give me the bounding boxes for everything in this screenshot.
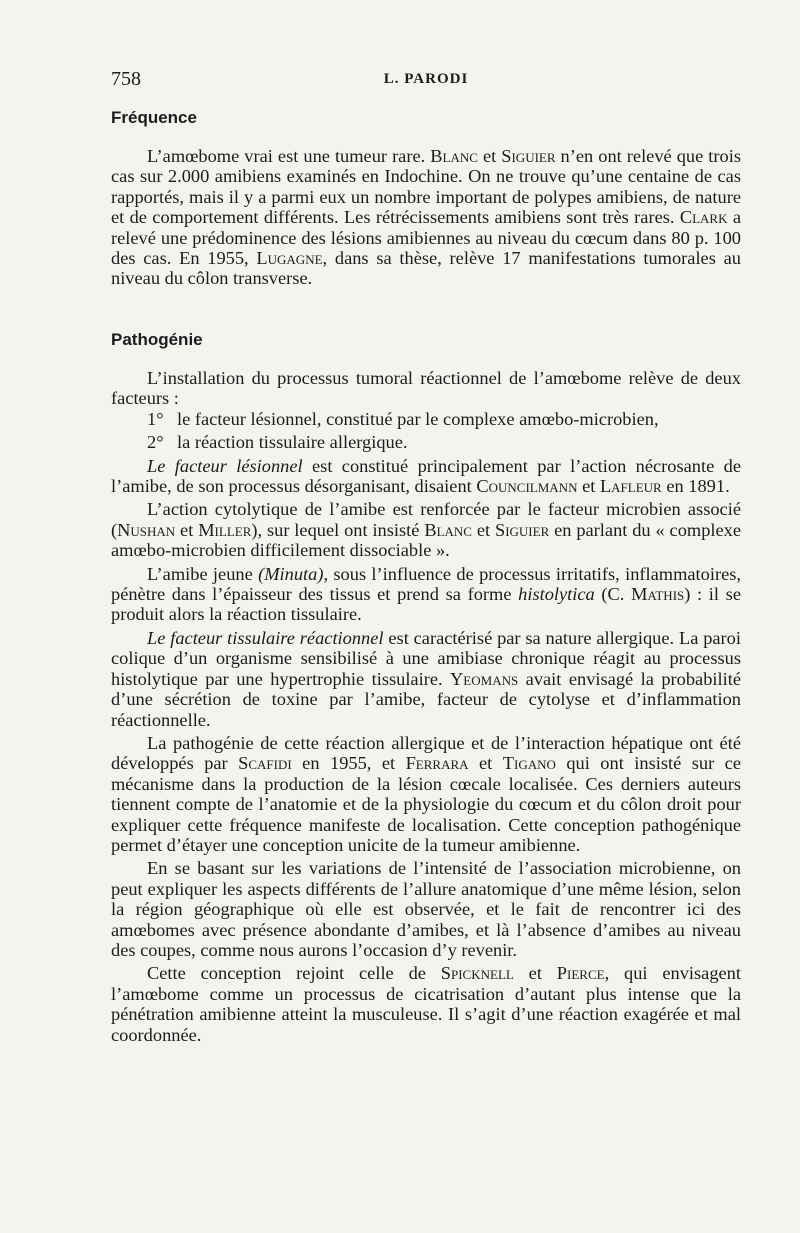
author-name: Siguier xyxy=(494,519,550,540)
paragraph: Le facteur tissulaire réactionnel est caractérisé par sa nature allergique. La paroi colique d’un organisme sensibilisé à une amibiase chronique réagit au processus histolytique par une hypertrophie tissulaire. Yeomans avait envisagé la probabilité d’une sécrétion de toxine par l’amibe, facteur de cytolyse et d’inflammation réactionnelle. xyxy=(111,627,741,730)
paragraph: Le facteur lésionnel est constitué principalement par l’action nécrosante de l’amibe, de son processus désorganisant, disaient Councilmann et Lafleur en 1891. xyxy=(111,455,741,497)
author-name: Blanc xyxy=(430,146,478,166)
author-name: Tigano xyxy=(502,753,556,774)
list-item xyxy=(111,432,741,452)
running-head: L. PARODI xyxy=(383,71,469,87)
list-text: la réaction tissulaire allergique. xyxy=(177,432,408,453)
page-number: 758 xyxy=(111,68,141,90)
list-number: 2° xyxy=(147,432,164,453)
author-name: Scafidi xyxy=(238,753,292,774)
author-name: Spicknell xyxy=(440,963,514,984)
author-name: Clark xyxy=(679,207,728,228)
emphasis: Le facteur lésionnel xyxy=(147,455,303,476)
list-number: 1° xyxy=(147,408,164,429)
author-name: Blanc xyxy=(424,519,472,540)
emphasis: Le facteur tissulaire réactionnel xyxy=(147,627,384,648)
paragraph: Cette conception rejoint celle de Spicknell et Pierce, qui envisagent l’amœbome comme un processus de cicatrisation d’autant plus intense que la pénétration amibienne atteint la musculeuse. Il s’agit d’une réaction exagérée et mal coordonnée. xyxy=(111,963,741,1045)
paragraph: En se basant sur les variations de l’intensité de l’association microbienne, on peut expliquer les aspects différents de l’allure anatomique d’une même lésion, selon la région géographique où elle est observée, et le fait de rencontrer ici des amœbomes avec présence abondante d’amibes, et là l’absence d’amibes au niveau des coupes, comme nous aurons l’occasion d’y revenir. xyxy=(111,858,741,960)
author-name: Nushan xyxy=(117,519,176,540)
author-name: Lugagne xyxy=(256,248,323,269)
section-frequence-body xyxy=(111,146,741,292)
emphasis: histolytica xyxy=(518,584,595,605)
page-header xyxy=(111,68,741,92)
author-name: Councilmann xyxy=(476,476,578,497)
author-name: Pierce xyxy=(556,963,605,984)
paragraph: L’action cytolytique de l’amibe est renforcée par le facteur microbien associé (Nushan et Miller), sur lequel ont insisté Blanc et Siguier en parlant du « complexe amœbo-microbien difficilement dissociable ». xyxy=(111,499,742,561)
author-name: Siguier xyxy=(501,146,556,166)
paragraph: La pathogénie de cette réaction allergique et de l’interaction hépatique ont été développés par Scafidi en 1955, et Ferrara et Tigano qui ont insisté sur ce mécanisme dans la production de la lésion cœcale localisée. Ces derniers auteurs tiennent compte de l’anatomie et de la physiologie du cœcum et du côlon droit pour expliquer cette fréquence manifeste de localisation. Cette conception pathogénique permet d’étayer une conception unicite de la tumeur amibienne. xyxy=(111,732,741,855)
author-name: Mathis xyxy=(631,584,685,605)
section-pathogenie-body xyxy=(111,368,741,1048)
paragraph: L’amibe jeune (Minuta), sous l’influence de processus irritatifs, inflammatoires, pénètre dans l’épaisseur des tissus et prend sa forme histolytica (C. Mathis) : il se produit alors la réaction tissulaire. xyxy=(111,563,742,625)
paragraph: L’installation du processus tumoral réactionnel de l’amœbome relève de deux facteurs : xyxy=(111,368,741,409)
list-item xyxy=(111,409,741,429)
author-name: Lafleur xyxy=(599,476,662,497)
emphasis: (Minuta) xyxy=(258,563,324,584)
author-name: Yeomans xyxy=(450,668,519,689)
author-name: Ferrara xyxy=(405,753,469,774)
paragraph: L’amœbome vrai est une tumeur rare. Blanc et Siguier n’en ont relevé que trois cas sur 2.000 amibiens examinés en Indochine. On ne trouve qu’une centaine de cas rapportés, mais il y a parmi eux un nombre important de polypes amibiens, de nature et de comportement différents. Les rétrécissements amibiens sont très rares. Clark a relevé une prédominence des lésions amibiennes au niveau du cœcum dans 80 p. 100 des cas. En 1955, Lugagne, dans sa thèse, relève 17 manifestations tumorales au niveau du côlon transverse. xyxy=(111,146,741,289)
section-heading-pathogenie: Pathogénie xyxy=(111,330,203,349)
list-text: le facteur lésionnel, constitué par le complexe amœbo-microbien, xyxy=(177,408,659,429)
author-name: Miller xyxy=(198,519,252,540)
section-heading-frequence: Fréquence xyxy=(111,108,197,127)
